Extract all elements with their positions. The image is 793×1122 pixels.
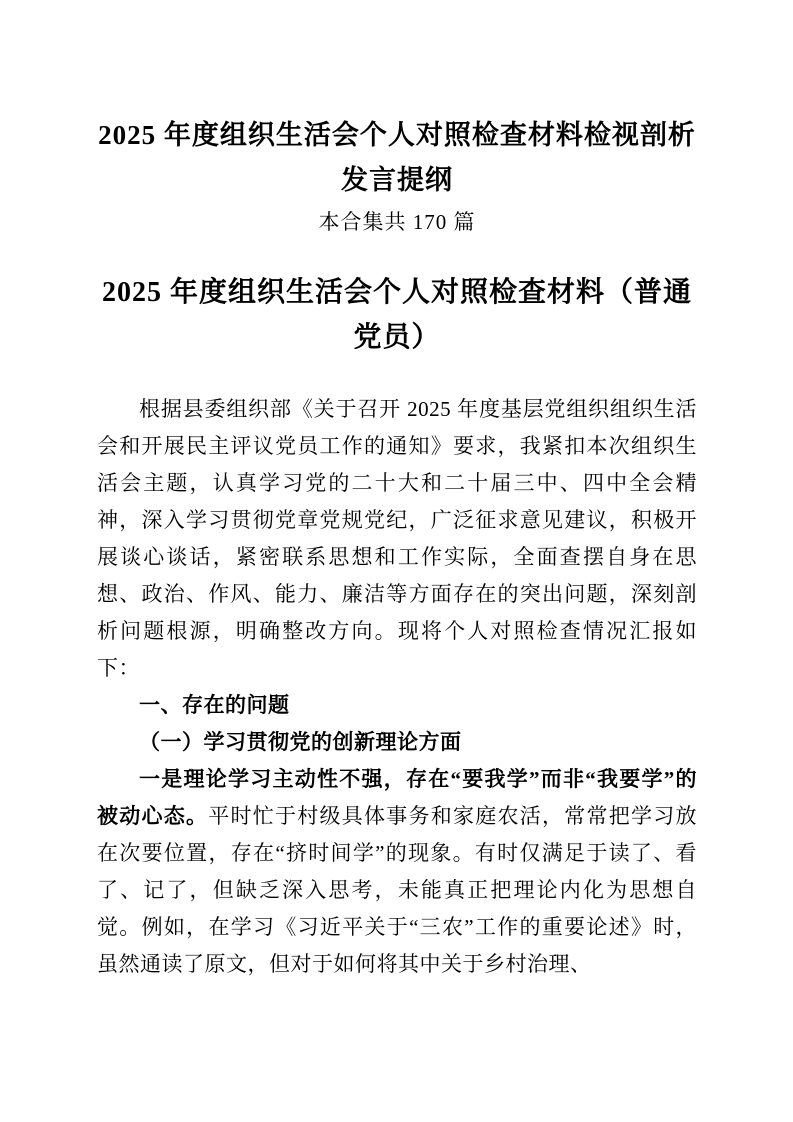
section-heading-problems: 一、存在的问题	[139, 694, 290, 717]
document-title: 2025 年度组织生活会个人对照检查材料检视剖析发言提纲	[98, 120, 696, 195]
subsection-heading-theory-study: （一）学习贯彻党的创新理论方面	[139, 730, 462, 754]
problem-lead-sentence: 一是理论学习主动性不强，存在“要我学”而非“我要学”的被动心态。	[97, 767, 697, 828]
chapter-title: 2025 年度组织生活会个人对照检查材料（普通党员）	[101, 277, 692, 353]
problem-paragraph-1	[97, 761, 697, 983]
intro-paragraph: 根据县委组织部《关于召开 2025 年度基层党组织组织生活会和开展民主评议党员工作的通知》要求，我紧扣本次组织生活会主题，认真学习党的二十大和二十届三中、四中全会精神，深入学习贯彻党章党规党纪，广泛征求意见建议，积极开展谈心谈话，紧密联系思想和工作实际，全面查摆自身在思想、政治、作风、能力、廉洁等方面存在的突出问题，深刻剖析问题根源，明确整改方向。现将个人对照检查情况汇报如下：	[97, 397, 697, 680]
collection-note: 本合集共 170 篇	[318, 210, 476, 234]
document-body	[97, 391, 697, 983]
problem-body-text: 平时忙于村级具体事务和家庭农活，常常把学习放在次要位置，存在“挤时间学”的现象。有时仅满足于读了、看了、记了，但缺乏深入思考，未能真正把理论内化为思想自觉。例如，在学习《习近平关于“三农”工作的重要论述》时，虽然通读了原文，但对于如何将其中关于乡村治理、	[97, 804, 697, 976]
